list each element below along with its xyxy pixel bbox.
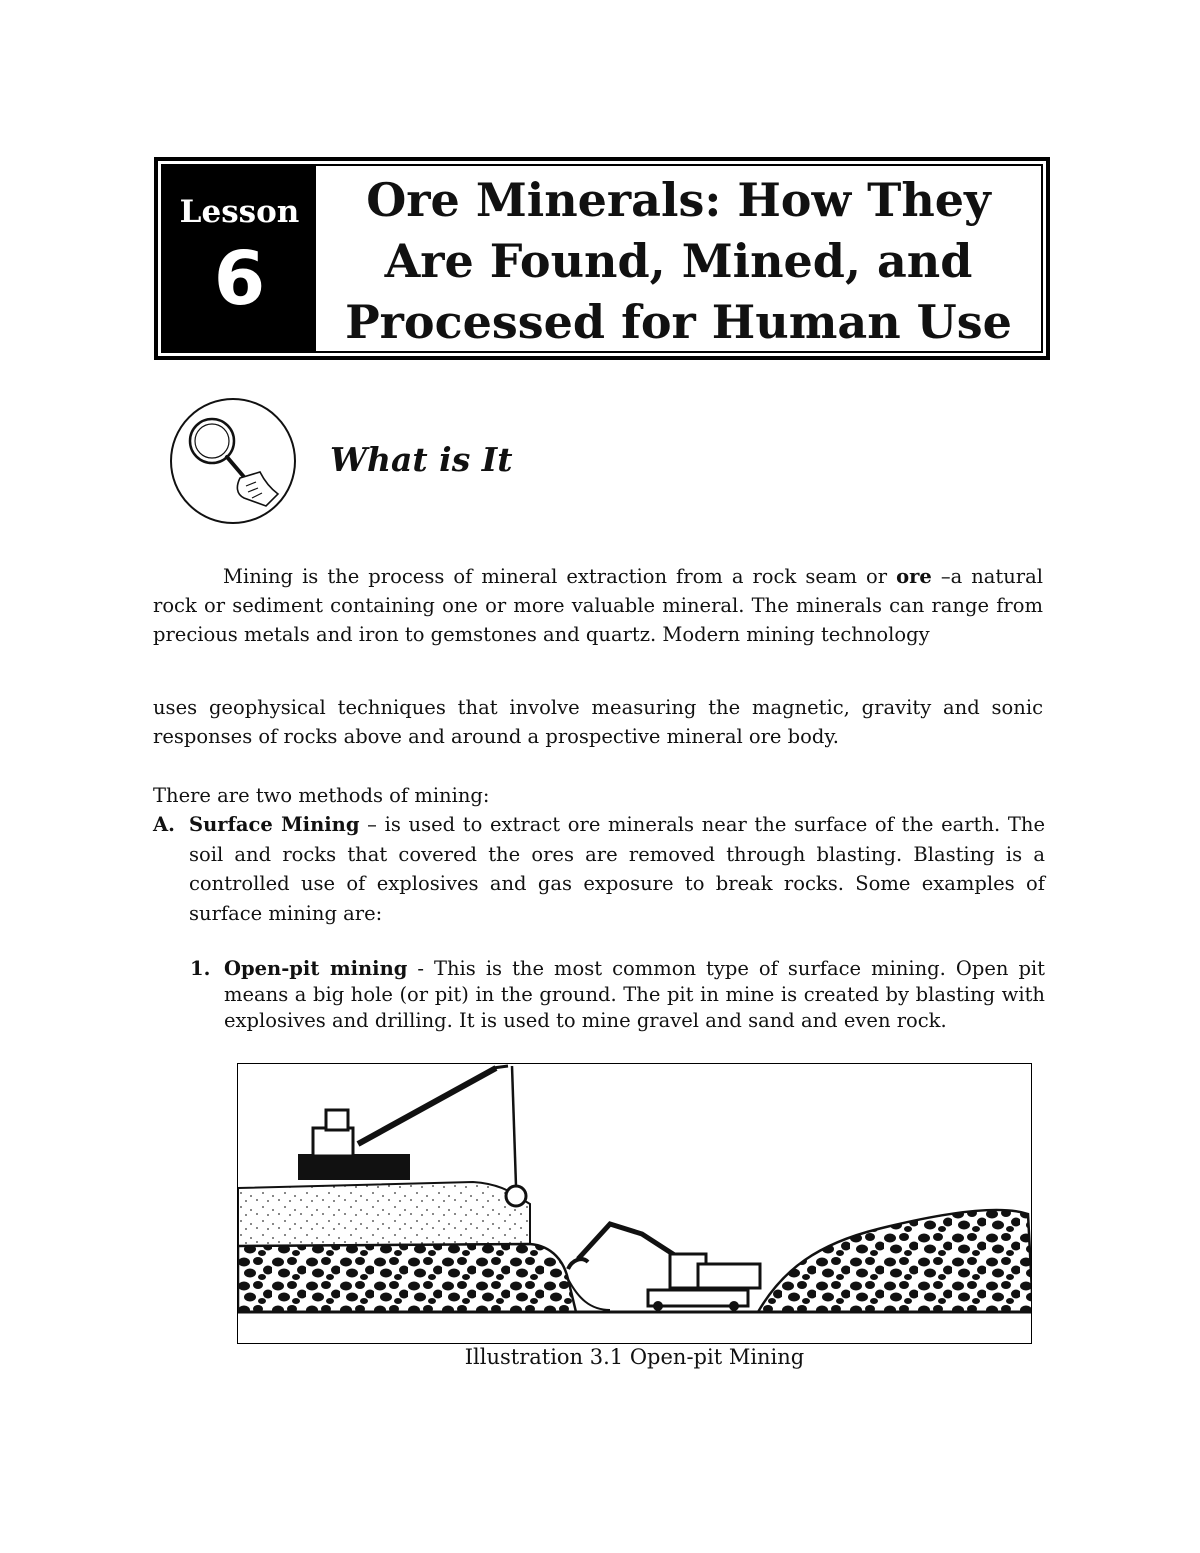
section-heading: What is It bbox=[330, 440, 513, 479]
intro-text: –a natural rock or sediment containing one or more valuable mineral. The minerals can range from precious metals and iron to gemstones and quartz. Modern mining technology bbox=[153, 565, 1043, 646]
ore-term: ore bbox=[896, 565, 932, 588]
lesson-header-frame bbox=[161, 164, 1043, 353]
lesson-title-line: Processed for Human Use bbox=[345, 295, 1012, 349]
magnifying-glass-icon bbox=[166, 394, 300, 528]
example-description bbox=[224, 956, 1045, 1034]
lesson-title-line: Ore Minerals: How They bbox=[366, 173, 991, 227]
open-pit-mining-illustration bbox=[237, 1063, 1032, 1344]
surface-mining-term: Surface Mining bbox=[189, 813, 360, 836]
lesson-header bbox=[154, 157, 1050, 360]
lesson-title-line: Are Found, Mined, and bbox=[384, 234, 973, 288]
list-marker: 1. bbox=[190, 957, 211, 980]
lesson-number: 6 bbox=[213, 236, 266, 322]
method-description bbox=[189, 810, 1045, 928]
open-pit-term: Open-pit mining bbox=[224, 957, 408, 980]
list-marker: A. bbox=[153, 813, 175, 836]
method-text: – is used to extract ore minerals near the surface of the earth. The soil and rocks that covered the ores are removed through blasting. Blasting is a controlled use of explosives and gas exposure to break rocks. Some examples of surface mining are: bbox=[189, 813, 1045, 925]
example-item-open-pit bbox=[190, 956, 1045, 1034]
intro-text: Mining is the process of mineral extraction from a rock seam or bbox=[223, 565, 897, 588]
intro-paragraph-continued: uses geophysical techniques that involve measuring the magnetic, gravity and sonic responses of rocks above and around a prospective mineral ore body. bbox=[153, 696, 1043, 748]
lesson-badge bbox=[163, 166, 316, 351]
methods-lead: There are two methods of mining: bbox=[153, 784, 490, 807]
lesson-title bbox=[316, 170, 1041, 353]
method-item-surface-mining bbox=[153, 810, 1045, 928]
lesson-label: Lesson bbox=[179, 194, 300, 230]
example-text: - This is the most common type of surface mining. Open pit means a big hole (or pit) in the ground. The pit in mine is created by blasting with explosives and drilling. It is used to mine gravel and sand and even rock. bbox=[224, 957, 1045, 1032]
figure-caption: Illustration 3.1 Open-pit Mining bbox=[464, 1345, 805, 1369]
intro-paragraph bbox=[153, 562, 1043, 649]
